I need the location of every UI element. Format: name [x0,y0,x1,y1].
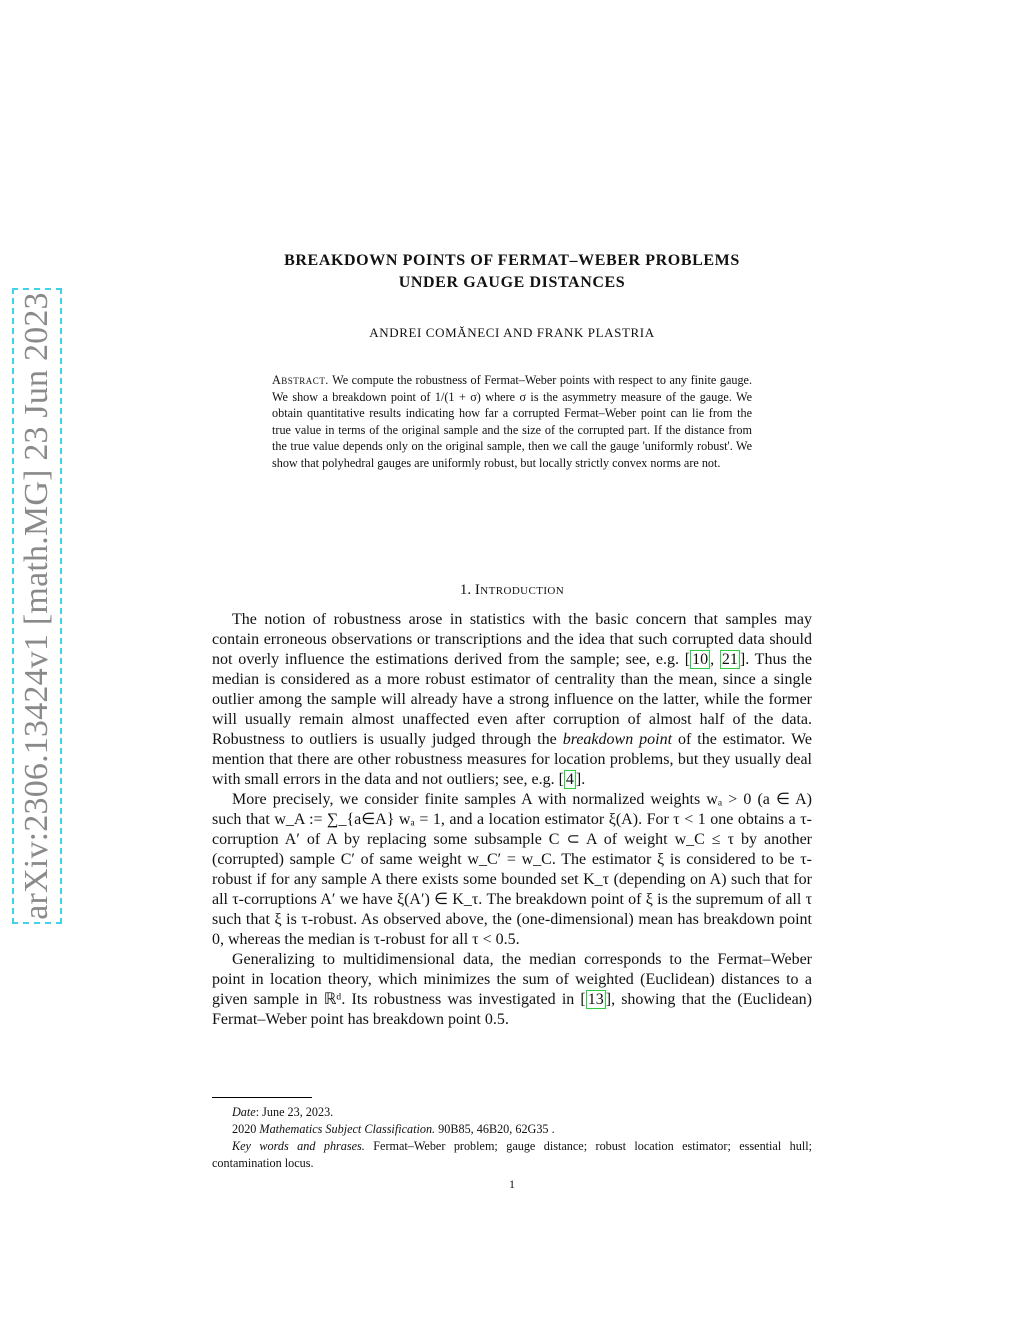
footnote-rule [212,1097,312,1098]
footnote-keywords-value: Fermat–Weber problem; gauge distance; robust location estimator; essential hull; contamination locus. [212,1139,813,1170]
footnote-msc [212,1121,812,1138]
body-text [212,610,812,1030]
paragraph-3-text-a: Generalizing to multidimensional data, the median corresponds to the Fermat–Weber point in location theory, which minimizes the sum of weighted (Euclidean) distances to a given sample in ℝᵈ. Its robustness was investigated in [ [212,951,812,1008]
paper-title [200,250,824,294]
paper-authors: ANDREI COMĂNECI AND FRANK PLASTRIA [369,325,655,340]
section-heading [212,582,812,599]
emphasis-breakdown-point: breakdown point [562,731,673,748]
footnote-date-label: Date [232,1105,256,1119]
paragraph-1-text-d: ]. [575,771,586,788]
paragraph-3-text-b: ], showing that the (Euclidean) Fermat–Weber point has breakdown point 0.5. [212,991,813,1028]
arxiv-identifier-text: arXiv:2306.13424v1 [math.MG] 23 Jun 2023 [18,292,55,920]
paragraph-1-text-c: of the estimator. We mention that there are other robustness measures for location problems, but they usually deal with small errors in the data and not outliers; see, e.g. [ [212,731,813,788]
citation-link[interactable]: 21 [721,651,738,668]
citation-link[interactable]: 10 [692,651,709,668]
page-number: 1 [509,1177,515,1191]
abstract-text: We compute the robustness of Fermat–Weber points with respect to any finite gauge. We show a breakdown point of 1/(1 + σ) where σ is the asymmetry measure of the gauge. We obtain quantitative results indicating how far a corrupted Fermat–Weber point can lie from the true value in terms of the original sample and the size of the corrupted part. If the distance from the true value depends only on the original sample, then we call the gauge 'uniformly robust'. We show that polyhedral gauges are uniformly robust, but locally strictly convex norms are not. [272,373,752,470]
citation-link[interactable]: 13 [587,991,604,1008]
footnote-msc-year: 2020 [232,1122,260,1136]
footnotes [212,1104,812,1172]
footnote-keywords [212,1138,812,1172]
abstract-label: Abstract. [272,373,329,387]
abstract [272,372,752,472]
title-line-1: BREAKDOWN POINTS OF FERMAT–WEBER PROBLEMS [284,252,740,269]
arxiv-identifier-stamp[interactable] [12,288,62,924]
section-title: Introduction [474,582,565,598]
footnote-msc-label: Mathematics Subject Classification. [259,1122,436,1136]
title-line-2: UNDER GAUGE DISTANCES [398,274,626,291]
paragraph-2: More precisely, we consider finite samples A with normalized weights wₐ > 0 (a ∈ A) such that w_A := ∑_{a∈A} wₐ = 1, and a location estimator ξ(A). For τ < 1 one obtains a τ-corruption A′ of A by replacing some subsample C ⊂ A of weight w_C ≤ τ by another (corrupted) sample C′ of same weight w_C′ = w_C. The estimator ξ is considered to be τ-robust if for any sample A there exists some bounded set K_τ (depending on A) such that for all τ-corruptions A′ we have ξ(A′) ∈ K_τ. The breakdown point of ξ is the supremum of all τ such that ξ is τ-robust. As observed above, the (one-dimensional) mean has breakdown point 0, whereas the median is τ-robust for all τ < 0.5. [212,791,812,948]
citation-separator: , [710,651,720,668]
section-number: 1. [459,582,472,598]
footnote-date [212,1104,812,1121]
footnote-keywords-label: Key words and phrases. [232,1139,365,1153]
paragraph-1 [212,610,812,790]
footnote-date-value: : June 23, 2023. [255,1105,334,1119]
paragraph-1-text-a: The notion of robustness arose in statistics with the basic concern that samples may contain erroneous observations or transcriptions and the idea that such corrupted data should not overly influence the estimations derived from the sample; see, e.g. [ [212,611,812,668]
paragraph-1-text-b: ]. Thus the median is considered as a more robust estimator of centrality than the mean, since a single outlier among the sample will already have a strong influence on the latter, while the former will usually remain almost unaffected even after corruption of almost half of the data. Robustness to outliers is usually judged through the [212,651,812,748]
paragraph-3 [212,950,812,1030]
citation-link[interactable]: 4 [565,771,574,788]
footnote-msc-value: 90B85, 46B20, 62G35 . [435,1122,555,1136]
